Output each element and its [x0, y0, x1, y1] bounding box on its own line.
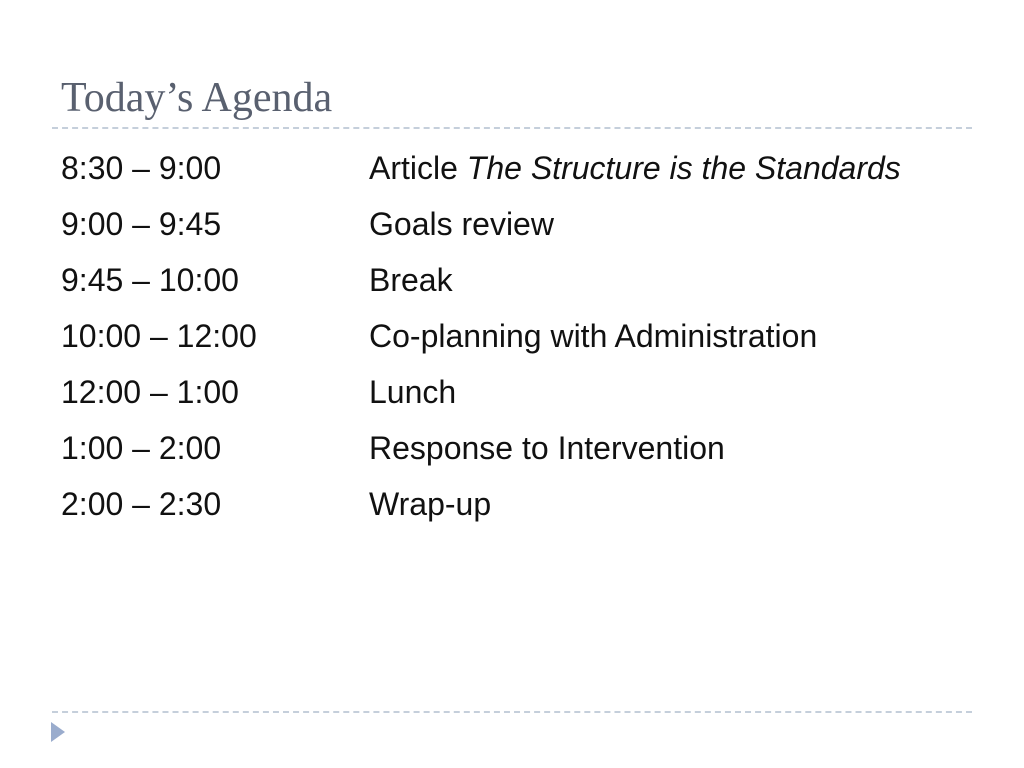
agenda-item — [61, 140, 991, 196]
agenda-activity: Goals review — [369, 205, 554, 242]
agenda-activity-text: Article — [369, 149, 467, 186]
page-title: Today’s Agenda — [61, 75, 333, 121]
agenda-activity: Break — [369, 261, 453, 298]
agenda-item — [61, 420, 991, 476]
agenda-activity — [369, 150, 901, 187]
agenda-time: 9:45 – 10:00 — [61, 261, 239, 298]
agenda-activity: Response to Intervention — [369, 429, 725, 466]
agenda-item — [61, 476, 991, 532]
agenda-item — [61, 196, 991, 252]
footer-divider — [52, 711, 972, 713]
agenda-time: 1:00 – 2:00 — [61, 429, 222, 466]
agenda-item — [61, 252, 991, 308]
play-triangle-icon[interactable] — [51, 722, 65, 742]
agenda-time: 8:30 – 9:00 — [61, 149, 222, 186]
agenda-activity: Co-planning with Administration — [369, 317, 818, 354]
agenda-time: 12:00 – 1:00 — [61, 373, 239, 410]
agenda-time: 9:00 – 9:45 — [61, 205, 222, 242]
agenda-item — [61, 308, 991, 364]
agenda-activity: Wrap-up — [369, 485, 492, 522]
title-divider — [52, 127, 972, 129]
agenda-time: 2:00 – 2:30 — [61, 485, 222, 522]
agenda-activity: Lunch — [369, 373, 457, 410]
article-title: The Structure is the Standards — [466, 149, 901, 186]
agenda-list — [61, 140, 991, 532]
agenda-item — [61, 364, 991, 420]
agenda-time: 10:00 – 12:00 — [61, 317, 257, 354]
